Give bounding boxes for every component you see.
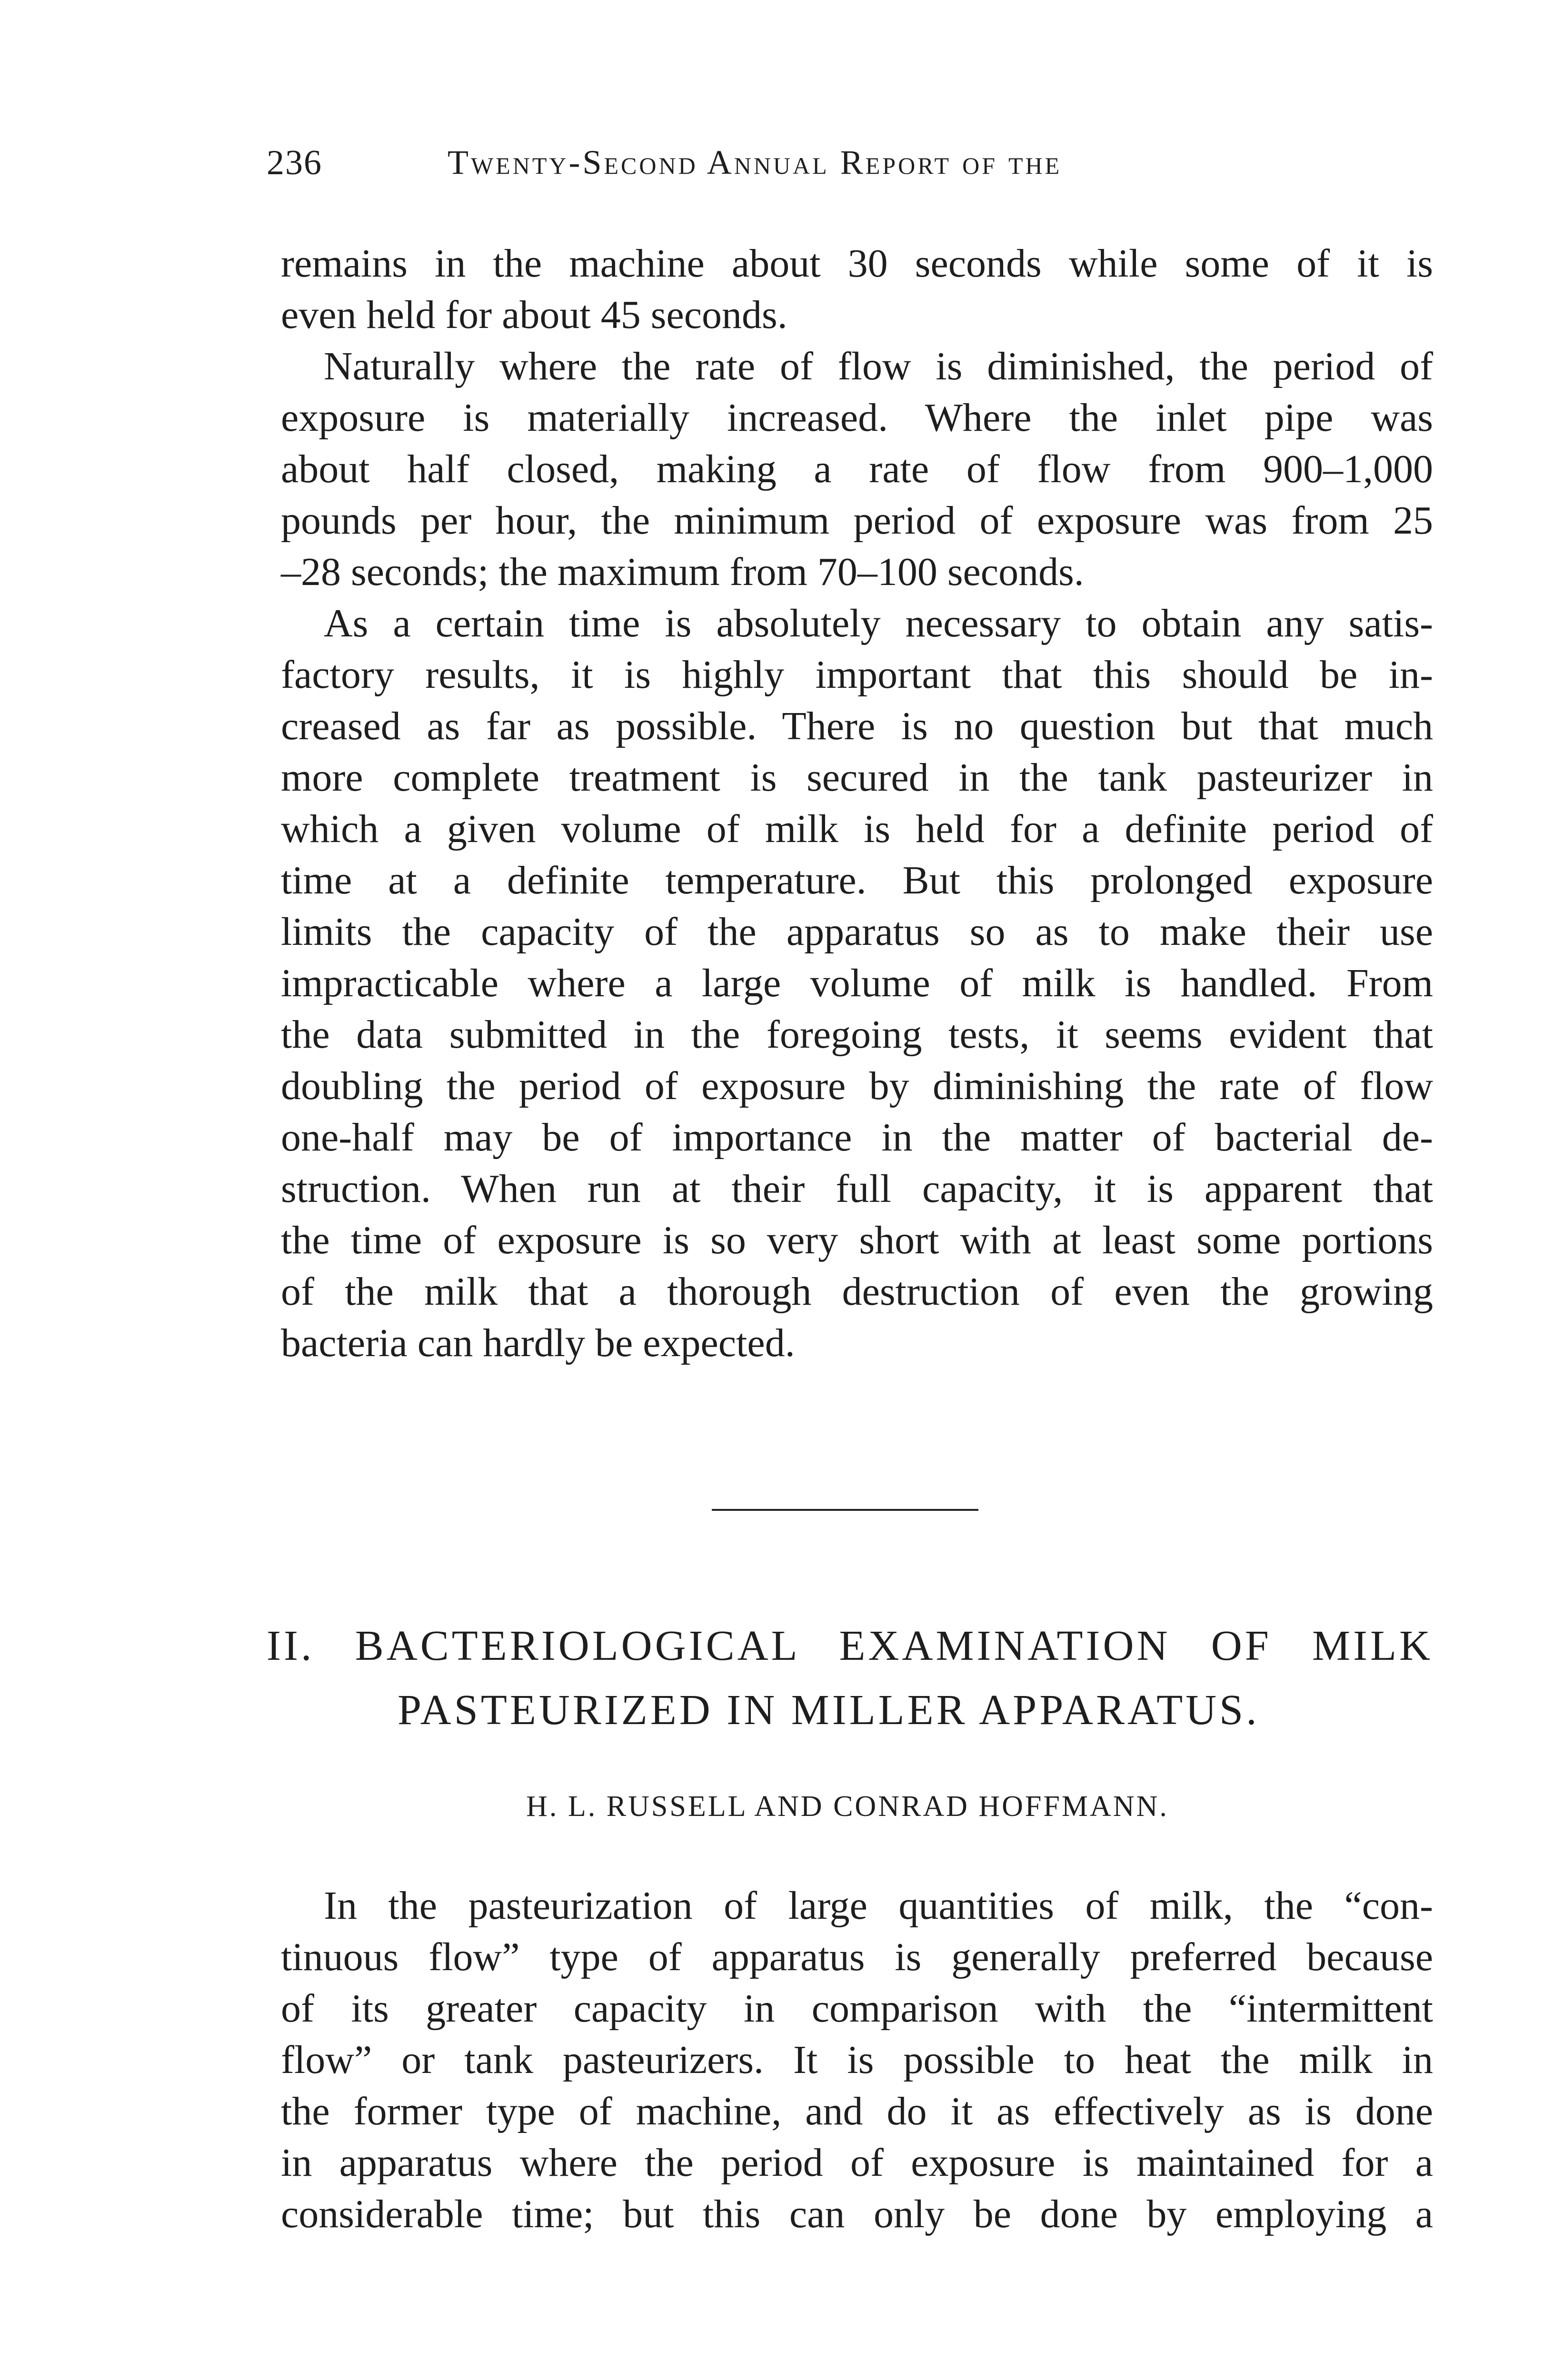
page-number: 236	[267, 143, 322, 182]
text-line: tinuous flow” type of apparatus is generally preferred because	[281, 1935, 1433, 1979]
text-line: –28 seconds; the maximum from 70–100 seconds.	[281, 550, 1084, 594]
section-title-line: II. BACTERIOLOGICAL EXAMINATION OF MILK	[267, 1622, 1433, 1669]
section-divider-rule	[712, 1509, 978, 1511]
section-authors: H. L. RUSSELL AND CONRAD HOFFMANN.	[526, 1790, 1169, 1823]
text-line: factory results, it is highly important that this should be in-	[281, 653, 1433, 697]
text-line: Naturally where the rate of flow is diminished, the period of	[324, 344, 1433, 388]
text-line: the former type of machine, and do it as effectively as is done	[281, 2089, 1433, 2133]
text-line: bacteria can hardly be expected.	[281, 1321, 795, 1365]
text-line: about half closed, making a rate of flow from 900–1,000	[281, 447, 1433, 491]
text-line: the time of exposure is so very short with at least some portions	[281, 1218, 1433, 1262]
text-line: impracticable where a large volume of milk is handled. From	[281, 961, 1433, 1005]
section-title-line: PASTEURIZED IN MILLER APPARATUS.	[398, 1686, 1260, 1734]
upper-text-block	[281, 238, 1433, 1369]
text-line: doubling the period of exposure by diminishing the rate of flow	[281, 1064, 1433, 1108]
lower-text-block	[281, 1880, 1433, 2240]
running-head	[267, 143, 1428, 195]
text-line: which a given volume of milk is held for a definite period of	[281, 807, 1433, 851]
text-line: even held for about 45 seconds.	[281, 293, 787, 337]
text-line: limits the capacity of the apparatus so as to make their use	[281, 910, 1433, 954]
text-line: considerable time; but this can only be done by employing a	[281, 2192, 1433, 2236]
text-line: of the milk that a thorough destruction of even the growing	[281, 1269, 1433, 1314]
running-title: Twenty-Second Annual Report of the	[448, 143, 1062, 181]
text-line: the data submitted in the foregoing tests, it seems evident that	[281, 1012, 1433, 1057]
text-line: exposure is materially increased. Where the inlet pipe was	[281, 396, 1433, 440]
text-line: pounds per hour, the minimum period of exposure was from 25	[281, 498, 1433, 543]
text-line: In the pasteurization of large quantities of milk, the “con-	[324, 1884, 1433, 1928]
text-line: flow” or tank pasteurizers. It is possible to heat the milk in	[281, 2038, 1433, 2082]
text-line: in apparatus where the period of exposure is maintained for a	[281, 2141, 1433, 2185]
text-line: more complete treatment is secured in the tank pasteurizer in	[281, 755, 1433, 800]
text-line: As a certain time is absolutely necessary to obtain any satis-	[324, 601, 1433, 645]
text-line: time at a definite temperature. But this prolonged exposure	[281, 858, 1433, 902]
text-line: creased as far as possible. There is no question but that much	[281, 704, 1433, 748]
text-line: one-half may be of importance in the matter of bacterial de-	[281, 1115, 1433, 1160]
section-title	[267, 1614, 1433, 1742]
text-line: remains in the machine about 30 seconds while some of it is	[281, 241, 1433, 286]
text-line: struction. When run at their full capacity, it is apparent that	[281, 1167, 1433, 1211]
text-line: of its greater capacity in comparison with the “intermittent	[281, 1986, 1433, 2031]
